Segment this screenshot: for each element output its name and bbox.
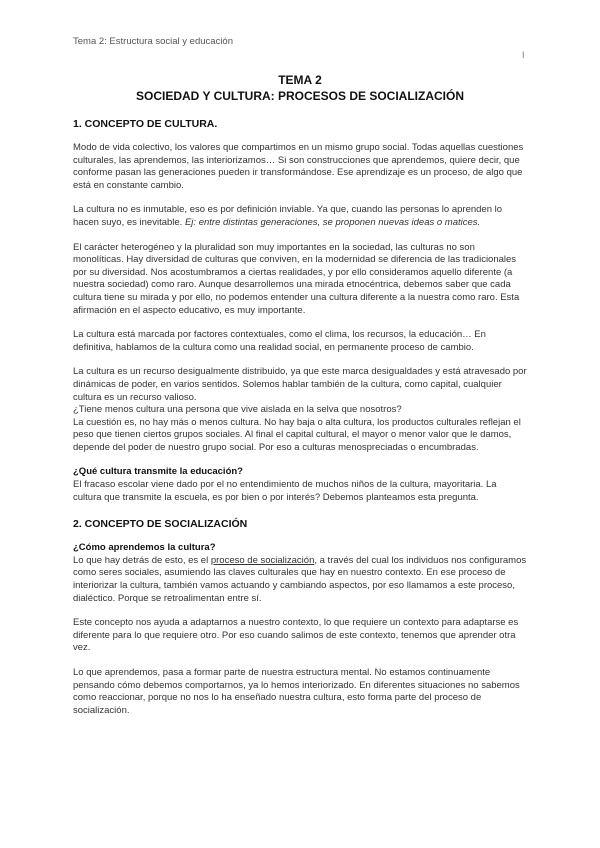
socialization-term: proceso de socialización xyxy=(210,554,315,566)
section-1-heading: 1. CONCEPTO DE CULTURA. xyxy=(73,118,218,130)
page-mark: I xyxy=(522,50,525,60)
paragraph-1-text-before: Lo que hay detrás de esto, es el xyxy=(73,554,211,566)
running-header: Tema 2: Estructura social y educación xyxy=(73,36,233,47)
paragraph-5-line-2: ¿Tiene menos cultura una persona que vive aislada en la selva que nosotros? xyxy=(73,404,402,416)
section-2-question-heading: ¿Cómo aprendemos la cultura? xyxy=(73,542,216,554)
paragraph-2-example: Ej: entre distintas generaciones, se proponen nuevas ideas o matices. xyxy=(184,216,481,228)
section-2-heading: 2. CONCEPTO DE SOCIALIZACIÓN xyxy=(73,518,248,531)
paragraph-5-line-3: La cuestión es, no hay más o menos cultura. No hay baja o alta cultura, los productos culturales reflejan el peso que tienen ciertos grupos sociales. Al final el capital cultural, el mayor o menor valor que le damos, depende del poder de nuestro grupo social. Por eso a culturas menospreciadas o encumbradas. xyxy=(73,416,521,453)
section-1-paragraph-3: El carácter heterogéneo y la pluralidad son muy importantes en la sociedad, las culturas no son monolíticas. Hay diversidad de culturas que conviven, en la modernidad se diferencia de las tradicionales por su diversidad. Nos acostumbramos a ciertas realidades, y por ello consideramos aquello diferente (a nuestra sociedad) como raro. Aunque desarrollemos una mirada etnocéntrica, debemos saber que cada cultura tiene su mirada y por ello, no podemos entender una cultura diferente a la nuestra como raro. Esta afirmación en el aspecto educativo, es muy importante. xyxy=(73,241,520,316)
doc-subtitle: SOCIEDAD Y CULTURA: PROCESOS DE SOCIALIZACIÓN xyxy=(135,89,465,103)
section-2-paragraph-1 xyxy=(73,555,527,605)
paragraph-1-text-after: , a través del cual los individuos nos configuramos como seres sociales, asumiendo las claves culturales que hay en nuestro contexto. En ese proceso de interiorizar la cultura, también vamos actuando y cambiando aspectos, por eso llamamos a este proceso, dialéctico. Porque se retroalimentan entre sí. xyxy=(73,554,527,604)
section-1-paragraph-1: Modo de vida colectivo, los valores que compartimos en un mismo grupo social. Todas aquellas cuestiones culturales, las aprendemos, las interiorizamos… Si son construcciones que aprendemos, quiere decir, que conforme pasan las generaciones pueden ir transformándose. Ese aprendizaje es un proceso, de algo que está en constante cambio. xyxy=(73,142,524,191)
section-1-paragraph-2 xyxy=(73,204,527,229)
document-body xyxy=(73,72,527,729)
section-1-paragraph-5 xyxy=(73,366,527,454)
paragraph-2-text: La cultura no es inmutable, eso es por definición inviable. Ya que, cuando las personas lo aprenden lo hacen suyo, es inevitable. xyxy=(73,204,503,228)
paragraph-5-line-1: La cultura es un recurso desigualmente distribuido, ya que este marca desigualdades y está atravesado por dinámicas de poder, en varios sentidos. Solemos hablar también de la cultura, como capital, cualquier cultura es un recurso valioso. xyxy=(73,366,527,403)
section-1-paragraph-4: La cultura está marcada por factores contextuales, como el clima, los recursos, la educación… En definitiva, hablamos de la cultura como una realidad social, en permanente proceso de cambio. xyxy=(73,329,486,353)
section-2-paragraph-2: Este concepto nos ayuda a adaptarnos a nuestro contexto, lo que requiere un contexto para adaptarse es diferente para lo que requiere otro. Por eso cuando salimos de este contexto, tenemos que aprender otra vez. xyxy=(73,617,519,654)
section-1-question-text: El fracaso escolar viene dado por el no entendimiento de muchos niños de la cultura, mayoritaria. La cultura que transmite la escuela, es por bien o por interés? Debemos planteamos esta pregunta. xyxy=(73,479,497,503)
section-2-paragraph-3: Lo que aprendemos, pasa a formar parte de nuestra estructura mental. No estamos continuamente pensando cómo debemos comportarnos, ya lo hemos interiorizado. En diferentes situaciones no sabemos como reaccionar, porque no nos lo ha enseñado nuestra cultura, esto forma parte del proceso de socialización. xyxy=(73,667,520,716)
section-1-question-heading: ¿Qué cultura transmite la educación? xyxy=(73,466,243,478)
doc-title: TEMA 2 xyxy=(278,73,322,87)
